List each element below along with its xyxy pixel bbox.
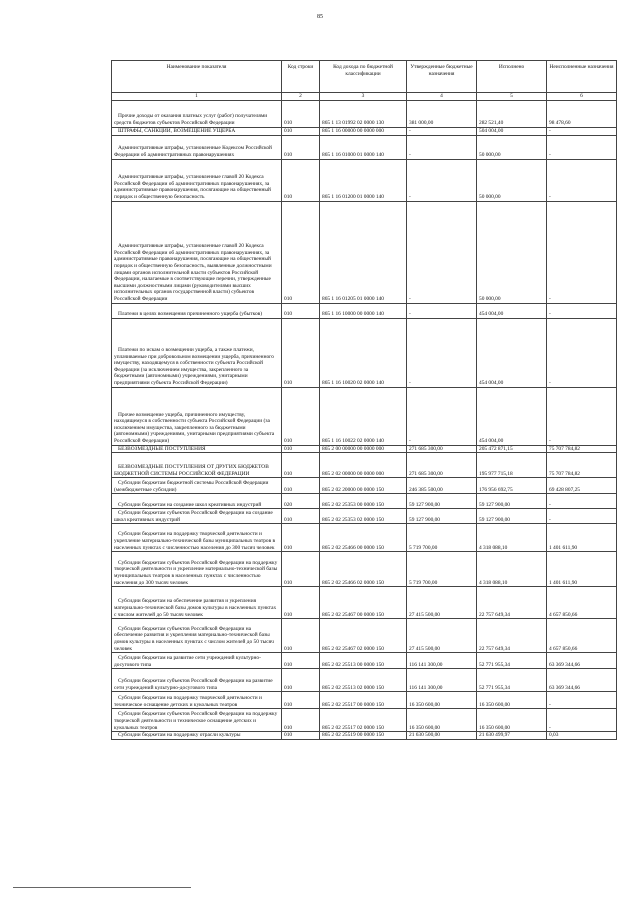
cell-line: 010	[282, 201, 320, 303]
cell-code: 865 2 02 25353 02 0000 150	[320, 509, 407, 524]
cell-name: Прочие доходы от оказания платных услуг (работ) получателями средств бюджетов субъектов Российской Федерации	[112, 100, 282, 127]
cell-unexecuted: -	[547, 159, 617, 201]
cell-approved: 381 000,00	[407, 100, 477, 127]
cell-code: 865 2 02 25513 00 0000 150	[320, 653, 407, 669]
page-number: 85	[317, 14, 323, 20]
footer-divider	[13, 887, 191, 888]
cell-line: 010	[282, 653, 320, 669]
column-number: 3	[320, 93, 407, 101]
cell-unexecuted: 0,03	[547, 732, 617, 740]
cell-name: Субсидии бюджетам субъектов Российской Федерации на поддержку творческой деятельности и укрепление материально-технической базы муниципальных театров в населенных пунктах с численностью населения до 300 тысяч человек	[112, 552, 282, 587]
cell-code: 865 1 16 10020 02 0000 140	[320, 318, 407, 387]
cell-line: 010	[282, 524, 320, 552]
column-number: 5	[477, 93, 547, 101]
header-unexecuted: Неисполненные назначения	[547, 61, 617, 93]
cell-name: Прочее возмещение ущерба, причиненного имуществу, находящемуся в собственности субъекта Российской Федерации (за исключением имущества, закрепленного за бюджетными (автономными) учреждениями, унитарными предприятиями субъекта Российской Федерации)	[112, 387, 282, 445]
budget-execution-table	[111, 60, 617, 740]
header-line-code: Код строки	[282, 61, 320, 93]
table-row	[112, 478, 617, 494]
cell-line: 010	[282, 509, 320, 524]
cell-code: 865 2 00 00000 00 0000 000	[320, 445, 407, 453]
cell-executed: 4 318 088,10	[477, 524, 547, 552]
cell-code: 865 1 16 00000 00 0000 000	[320, 127, 407, 135]
cell-name: Платежи по искам о возмещении ущерба, а также платежи, уплачиваемые при добровольном возмещении ущерба, причиненного имуществу, находящемуся в собственности субъекта Российской Федерации (за исключением имущества, закрепленного за бюджетными (автономными) учреждениями, унитарными предприятиями субъекта Российской Федерации)	[112, 318, 282, 387]
cell-code: 865 2 02 25467 02 0000 150	[320, 619, 407, 653]
table-row	[112, 692, 617, 709]
cell-name: Административные штрафы, установленные главой 20 Кодекса Российской Федерации об административных правонарушениях, за административные правонарушения, посягающие на общественный порядок и общественную безопасность, выявленные должностными лицами органов исполнительной власти субъектов Российской Федерации, налагаемые в соответствующие перечни, утвержденные высшими должностными лицами (руководителями высших исполнительных органов государственной власти) субъектов Российской Федерации	[112, 201, 282, 303]
cell-name: Субсидии бюджетам субъектов Российской Федерации на обеспечение развития и укрепления материально-технической базы домов культуры в населенных пунктах с числом жителей до 50 тысяч человек	[112, 619, 282, 653]
table-row	[112, 619, 617, 653]
cell-code: 865 1 16 10000 00 0000 140	[320, 303, 407, 318]
table-row	[112, 159, 617, 201]
cell-approved: 246 385 500,00	[407, 478, 477, 494]
cell-code: 865 1 16 01000 01 0000 140	[320, 135, 407, 159]
table-row	[112, 669, 617, 692]
table-row	[112, 509, 617, 524]
cell-executed: 16 350 600,00	[477, 709, 547, 732]
cell-executed: 52 771 955,34	[477, 653, 547, 669]
cell-approved: 5 719 700,00	[407, 524, 477, 552]
cell-line: 010	[282, 732, 320, 740]
cell-executed: 50 000,00	[477, 201, 547, 303]
cell-approved: 59 127 900,00	[407, 494, 477, 509]
cell-executed: 59 127 900,00	[477, 494, 547, 509]
cell-unexecuted: -	[547, 494, 617, 509]
cell-approved: -	[407, 127, 477, 135]
cell-name: БЕЗВОЗМЕЗДНЫЕ ПОСТУПЛЕНИЯ	[112, 445, 282, 453]
cell-executed: 195 977 715,18	[477, 453, 547, 478]
cell-approved: 5 719 700,00	[407, 552, 477, 587]
cell-code: 865 2 02 25517 02 0000 150	[320, 709, 407, 732]
cell-code: 865 2 02 25466 02 0000 150	[320, 552, 407, 587]
cell-line: 010	[282, 692, 320, 709]
table-row	[112, 653, 617, 669]
cell-name: Субсидии бюджетам на поддержку творческой деятельности и техническое оснащение детских и кукольных театров	[112, 692, 282, 709]
cell-approved: -	[407, 303, 477, 318]
cell-name: Субсидии бюджетам на создание школ креативных индустрий	[112, 494, 282, 509]
cell-executed: 22 757 649,34	[477, 619, 547, 653]
cell-line: 010	[282, 445, 320, 453]
cell-unexecuted: 4 657 850,66	[547, 587, 617, 619]
cell-line: 010	[282, 709, 320, 732]
cell-name: Субсидии бюджетам субъектов Российской Федерации на развитие сети учреждений культурно-досугового типа	[112, 669, 282, 692]
cell-line: 010	[282, 587, 320, 619]
cell-name: Субсидии бюджетам на поддержку творческой деятельности и укрепление материально-технической базы муниципальных театров в населенных пунктах с численностью населения до 300 тысяч человек	[112, 524, 282, 552]
cell-unexecuted: 4 657 850,66	[547, 619, 617, 653]
cell-line: 010	[282, 135, 320, 159]
cell-code: 865 1 13 01992 02 0000 130	[320, 100, 407, 127]
cell-line: 020	[282, 494, 320, 509]
cell-unexecuted: -	[547, 303, 617, 318]
cell-approved: 21 630 500,00	[407, 732, 477, 740]
cell-approved: 16 350 600,00	[407, 709, 477, 732]
cell-code: 865 2 02 25517 00 0000 150	[320, 692, 407, 709]
cell-executed: 282 521,40	[477, 100, 547, 127]
table-body	[112, 100, 617, 739]
header-name: Наименование показателя	[112, 61, 282, 93]
cell-line: 010	[282, 318, 320, 387]
table-row	[112, 135, 617, 159]
cell-executed: 50 000,00	[477, 159, 547, 201]
cell-unexecuted: -	[547, 709, 617, 732]
cell-code: 865 1 16 10022 02 0000 140	[320, 387, 407, 445]
cell-line: 010	[282, 159, 320, 201]
cell-unexecuted: 75 707 784,82	[547, 453, 617, 478]
cell-name: Административные штрафы, установленные Кодексом Российской Федерации об административных правонарушениях	[112, 135, 282, 159]
cell-unexecuted: 63 369 344,66	[547, 653, 617, 669]
cell-executed: 21 630 499,97	[477, 732, 547, 740]
cell-name: Субсидии бюджетам субъектов Российской Федерации на поддержку творческой деятельности и техническое оснащение детских и кукольных театров	[112, 709, 282, 732]
cell-name: Субсидии бюджетам субъектов Российской Федерации на создание школ креативных индустрий	[112, 509, 282, 524]
cell-line: 010	[282, 100, 320, 127]
cell-executed: 454 004,00	[477, 318, 547, 387]
cell-unexecuted: -	[547, 318, 617, 387]
cell-approved: 16 350 600,00	[407, 692, 477, 709]
cell-approved: 27 415 500,00	[407, 619, 477, 653]
cell-approved: 271 685 300,00	[407, 453, 477, 478]
cell-code: 865 2 02 25466 00 0000 150	[320, 524, 407, 552]
cell-approved: 271 685 300,00	[407, 445, 477, 453]
table-row	[112, 100, 617, 127]
cell-name: Административные штрафы, установленные главой 20 Кодекса Российской Федерации об административных правонарушениях, за административные правонарушения, посягающие на общественный порядок и общественную безопасность	[112, 159, 282, 201]
table-row	[112, 127, 617, 135]
cell-approved: -	[407, 318, 477, 387]
cell-executed: 454 004,00	[477, 387, 547, 445]
cell-code: 865 2 02 00000 00 0000 000	[320, 453, 407, 478]
cell-unexecuted: -	[547, 201, 617, 303]
table-row	[112, 201, 617, 303]
cell-code: 865 2 02 20000 00 0000 150	[320, 478, 407, 494]
cell-line: 010	[282, 478, 320, 494]
cell-approved: -	[407, 135, 477, 159]
cell-code: 865 2 02 25467 00 0000 150	[320, 587, 407, 619]
cell-line: 010	[282, 619, 320, 653]
column-number: 4	[407, 93, 477, 101]
cell-unexecuted: -	[547, 387, 617, 445]
cell-unexecuted: 75 707 784,82	[547, 445, 617, 453]
cell-name: Субсидии бюджетам бюджетной системы Российской Федерации (межбюджетные субсидии)	[112, 478, 282, 494]
cell-line: 010	[282, 127, 320, 135]
cell-unexecuted: 98 478,60	[547, 100, 617, 127]
cell-executed: 454 004,00	[477, 303, 547, 318]
table-header-row	[112, 61, 617, 93]
table-row	[112, 445, 617, 453]
header-executed: Исполнено	[477, 61, 547, 93]
cell-name: Субсидии бюджетам на развитие сети учреждений культурно-досугового типа	[112, 653, 282, 669]
cell-name: БЕЗВОЗМЕЗДНЫЕ ПОСТУПЛЕНИЯ ОТ ДРУГИХ БЮДЖЕТОВ БЮДЖЕТНОЙ СИСТЕМЫ РОССИЙСКОЙ ФЕДЕРАЦИИ	[112, 453, 282, 478]
cell-unexecuted: -	[547, 127, 617, 135]
cell-approved: -	[407, 201, 477, 303]
cell-unexecuted: 69 428 807,25	[547, 478, 617, 494]
table-row	[112, 453, 617, 478]
table-row	[112, 709, 617, 732]
table-row	[112, 318, 617, 387]
column-number: 1	[112, 93, 282, 101]
cell-executed: 504 004,00	[477, 127, 547, 135]
cell-line: 010	[282, 303, 320, 318]
cell-line: 010	[282, 552, 320, 587]
cell-approved: 27 415 500,00	[407, 587, 477, 619]
cell-code: 865 2 02 25353 00 0000 150	[320, 494, 407, 509]
table-row	[112, 303, 617, 318]
cell-code: 865 2 02 25513 02 0000 150	[320, 669, 407, 692]
cell-line: 010	[282, 387, 320, 445]
cell-approved: -	[407, 159, 477, 201]
cell-approved: 116 141 300,00	[407, 653, 477, 669]
column-number: 6	[547, 93, 617, 101]
cell-code: 865 1 16 01205 01 0000 140	[320, 201, 407, 303]
cell-approved: -	[407, 387, 477, 445]
cell-line: 010	[282, 453, 320, 478]
cell-name: ШТРАФЫ, САНКЦИИ, ВОЗМЕЩЕНИЕ УЩЕРБА	[112, 127, 282, 135]
column-number: 2	[282, 93, 320, 101]
table-row	[112, 587, 617, 619]
cell-code: 865 2 02 25519 00 0000 150	[320, 732, 407, 740]
header-budget-code: Код дохода по бюджетной классификации	[320, 61, 407, 93]
cell-unexecuted: -	[547, 509, 617, 524]
cell-name: Платежи в целях возмещения причиненного ущерба (убытков)	[112, 303, 282, 318]
cell-name: Субсидии бюджетам на обеспечение развития и укрепления материально-технической базы домов культуры в населенных пунктах с числом жителей до 50 тысяч человек	[112, 587, 282, 619]
column-number-row	[112, 93, 617, 101]
cell-executed: 16 350 600,00	[477, 692, 547, 709]
cell-executed: 50 000,00	[477, 135, 547, 159]
table-row	[112, 387, 617, 445]
cell-executed: 22 757 649,34	[477, 587, 547, 619]
cell-unexecuted: -	[547, 135, 617, 159]
cell-executed: 4 318 088,10	[477, 552, 547, 587]
cell-unexecuted: 1 401 611,90	[547, 552, 617, 587]
table-row	[112, 524, 617, 552]
cell-executed: 52 771 955,34	[477, 669, 547, 692]
cell-line: 010	[282, 669, 320, 692]
cell-unexecuted: 1 401 611,90	[547, 524, 617, 552]
cell-executed: 59 127 900,00	[477, 509, 547, 524]
cell-code: 865 1 16 01200 01 0000 140	[320, 159, 407, 201]
cell-unexecuted: -	[547, 692, 617, 709]
cell-executed: 205 472 871,15	[477, 445, 547, 453]
cell-approved: 59 127 900,00	[407, 509, 477, 524]
table-row	[112, 732, 617, 740]
cell-unexecuted: 63 369 344,66	[547, 669, 617, 692]
cell-executed: 176 956 692,75	[477, 478, 547, 494]
cell-approved: 116 141 300,00	[407, 669, 477, 692]
cell-name: Субсидии бюджетам на поддержку отрасли культуры	[112, 732, 282, 740]
header-approved: Утвержденные бюджетные назначения	[407, 61, 477, 93]
table-row	[112, 494, 617, 509]
table-row	[112, 552, 617, 587]
